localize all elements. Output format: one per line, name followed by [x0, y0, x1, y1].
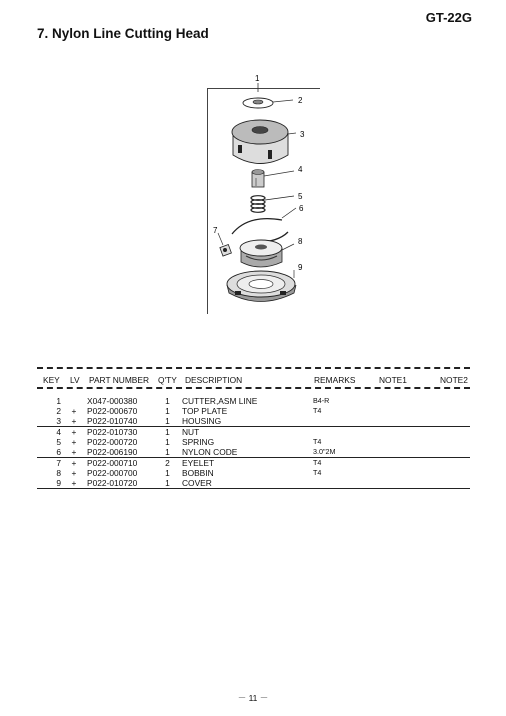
key-cell: 3 — [37, 416, 61, 427]
callout-6: 6 — [299, 204, 304, 213]
top-plate-drawing — [243, 98, 293, 108]
callout-8: 8 — [298, 237, 303, 246]
table-row — [37, 468, 470, 478]
callout-3: 3 — [300, 130, 305, 139]
qty-cell: 1 — [165, 406, 170, 416]
remarks-cell: T4 — [313, 468, 322, 477]
table-row — [37, 396, 470, 406]
part-number-cell: P022-010720 — [87, 478, 153, 489]
lv-cell: + — [71, 458, 77, 468]
col-note1: NOTE1 — [379, 375, 407, 385]
remarks-cell: T4 — [313, 406, 322, 415]
key-cell: 1 — [56, 396, 61, 406]
lv-cell: + — [61, 416, 87, 427]
description-cell: HOUSING — [182, 416, 313, 427]
key-cell: 8 — [56, 468, 61, 478]
part-number-cell: P022-010730 — [87, 427, 138, 437]
remarks-cell: B4-R — [313, 396, 330, 405]
col-part-number: PART NUMBER — [89, 375, 150, 385]
part-number-cell: P022-000720 — [87, 437, 138, 447]
remarks-cell — [313, 416, 470, 427]
description-cell: EYELET — [182, 458, 215, 468]
part-number-cell: P022-000700 — [87, 468, 138, 478]
bobbin-drawing — [240, 240, 294, 267]
table-row — [37, 416, 470, 427]
nut-drawing — [252, 170, 294, 188]
table-row — [37, 447, 470, 458]
key-cell: 5 — [56, 437, 61, 447]
qty-cell: 1 — [165, 468, 170, 478]
description-cell: TOP PLATE — [182, 406, 228, 416]
part-number-cell: P022-000670 — [87, 406, 138, 416]
remarks-cell: T4 — [313, 458, 322, 467]
part-number-cell: P022-000710 — [87, 458, 138, 468]
lv-cell: + — [71, 437, 77, 447]
key-cell: 4 — [56, 427, 61, 437]
table-row — [37, 458, 470, 469]
col-key: KEY — [43, 375, 60, 385]
key-cell: 2 — [56, 406, 61, 416]
housing-drawing — [232, 120, 296, 164]
table-header-rule — [37, 387, 470, 389]
remarks-cell — [313, 478, 470, 489]
col-description: DESCRIPTION — [185, 375, 243, 385]
description-cell: NYLON CODE — [182, 447, 313, 458]
callout-9: 9 — [298, 263, 303, 272]
lv-cell: + — [61, 478, 87, 489]
qty-cell: 1 — [153, 416, 182, 427]
cover-drawing — [227, 270, 296, 302]
qty-cell: 1 — [153, 478, 182, 489]
description-cell: NUT — [182, 427, 200, 437]
spring-drawing — [251, 196, 294, 213]
remarks-cell: 3.0"2M — [313, 447, 470, 458]
section-title: 7. Nylon Line Cutting Head — [37, 26, 209, 41]
description-cell: COVER — [182, 478, 313, 489]
callout-1: 1 — [255, 74, 260, 83]
lv-cell — [61, 396, 87, 406]
model-number: GT-22G — [425, 10, 472, 25]
qty-cell: 1 — [153, 447, 182, 458]
col-note2: NOTE2 — [440, 375, 468, 385]
callout-7: 7 — [213, 226, 218, 235]
lv-cell: + — [61, 447, 87, 458]
description-cell: BOBBIN — [182, 468, 214, 478]
qty-cell: 1 — [165, 437, 170, 447]
key-cell: 7 — [56, 458, 61, 468]
table-row — [37, 427, 470, 438]
part-number-cell: P022-006190 — [87, 447, 153, 458]
remarks-cell: T4 — [313, 437, 322, 446]
table-top-rule — [37, 367, 470, 369]
key-cell: 9 — [37, 478, 61, 489]
key-cell: 6 — [37, 447, 61, 458]
page-number: － 11 － — [237, 693, 269, 703]
part-number-cell: X047-000380 — [87, 396, 138, 406]
table-row — [37, 406, 470, 416]
eyelet-drawing — [218, 233, 231, 256]
qty-cell: 1 — [165, 427, 170, 437]
lv-cell: + — [71, 468, 77, 478]
qty-cell: 1 — [165, 396, 170, 406]
col-remarks: REMARKS — [314, 375, 356, 385]
description-cell: CUTTER,ASM LINE — [182, 396, 258, 406]
description-cell: SPRING — [182, 437, 215, 447]
lv-cell: + — [71, 406, 77, 416]
table-row — [37, 478, 470, 489]
nylon-line-drawing — [232, 208, 296, 242]
callout-2: 2 — [298, 96, 303, 105]
parts-table — [37, 396, 470, 489]
lv-cell: + — [71, 427, 77, 437]
part-number-cell: P022-010740 — [87, 416, 153, 427]
remarks-cell — [313, 427, 470, 438]
callout-4: 4 — [298, 165, 303, 174]
col-lv: LV — [70, 375, 80, 385]
callout-5: 5 — [298, 192, 303, 201]
qty-cell: 2 — [165, 458, 170, 468]
table-row — [37, 437, 470, 447]
col-qty: Q'TY — [158, 375, 177, 385]
